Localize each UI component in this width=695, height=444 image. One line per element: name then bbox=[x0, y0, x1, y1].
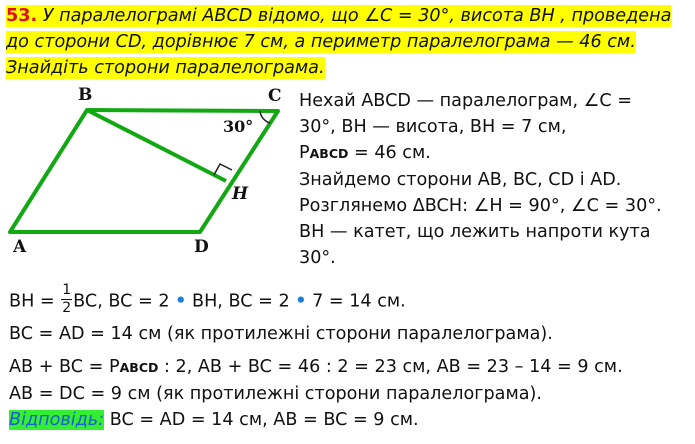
right-angle-mark bbox=[214, 164, 232, 175]
label-h: H bbox=[232, 184, 249, 204]
fraction-one-half: $\frac{1}{2}$ bbox=[62, 282, 72, 316]
parallelogram-figure bbox=[2, 80, 294, 260]
given-and-analysis bbox=[299, 88, 691, 271]
side-line-5: Розглянемо ΔBCH: ∠H = 90°, ∠C = 30°. bbox=[299, 196, 662, 216]
solution-line-1: BH = $\frac{1}{2}$ BC, BC = 2 • BH, BC = 2 • 7 = 14 см. bbox=[9, 282, 406, 316]
label-c: C bbox=[268, 86, 282, 106]
side-line-4: Знайдемо сторони AB, BC, CD і AD. bbox=[299, 170, 622, 190]
answer-label: Відповідь: bbox=[9, 410, 105, 430]
side-line-3: PABCD = 46 см. bbox=[299, 143, 431, 163]
solution-line-2: BC = AD = 14 см (як протилежні сторони паралелограма). bbox=[9, 324, 553, 344]
label-a: A bbox=[13, 237, 27, 257]
side-line-1: Нехай ABCD — паралелограм, ∠C = bbox=[299, 91, 633, 111]
answer-text: BC = AD = 14 см, AB = BC = 9 см. bbox=[104, 410, 419, 430]
solution-line-4: AB = DC = 9 см (як протилежні сторони паралелограма). bbox=[9, 384, 542, 404]
side-line-2: 30°, BH — висота, BH = 7 см, bbox=[299, 117, 567, 137]
problem-number: 53. bbox=[6, 6, 38, 26]
solution-line-3: AB + BC = PABCD : 2, AB + BC = 46 : 2 = 23 см, AB = 23 – 14 = 9 см. bbox=[9, 357, 623, 377]
side-line-6: BH — катет, що лежить напроти кута bbox=[299, 222, 651, 242]
problem-text: У паралелограмі ABCD відомо, що ∠C = 30°, висота BH , проведена до сторони CD, дорівнює 7 см, а периметр паралелограма — 46 см. Знайдіть сторони паралелограма. bbox=[6, 6, 672, 78]
problem-statement bbox=[6, 3, 690, 81]
label-b: B bbox=[78, 85, 93, 105]
side-line-7: 30°. bbox=[299, 248, 336, 268]
height-bh bbox=[87, 110, 226, 181]
label-d: D bbox=[194, 237, 209, 257]
label-angle: 30° bbox=[223, 117, 254, 136]
answer-line bbox=[9, 407, 419, 433]
